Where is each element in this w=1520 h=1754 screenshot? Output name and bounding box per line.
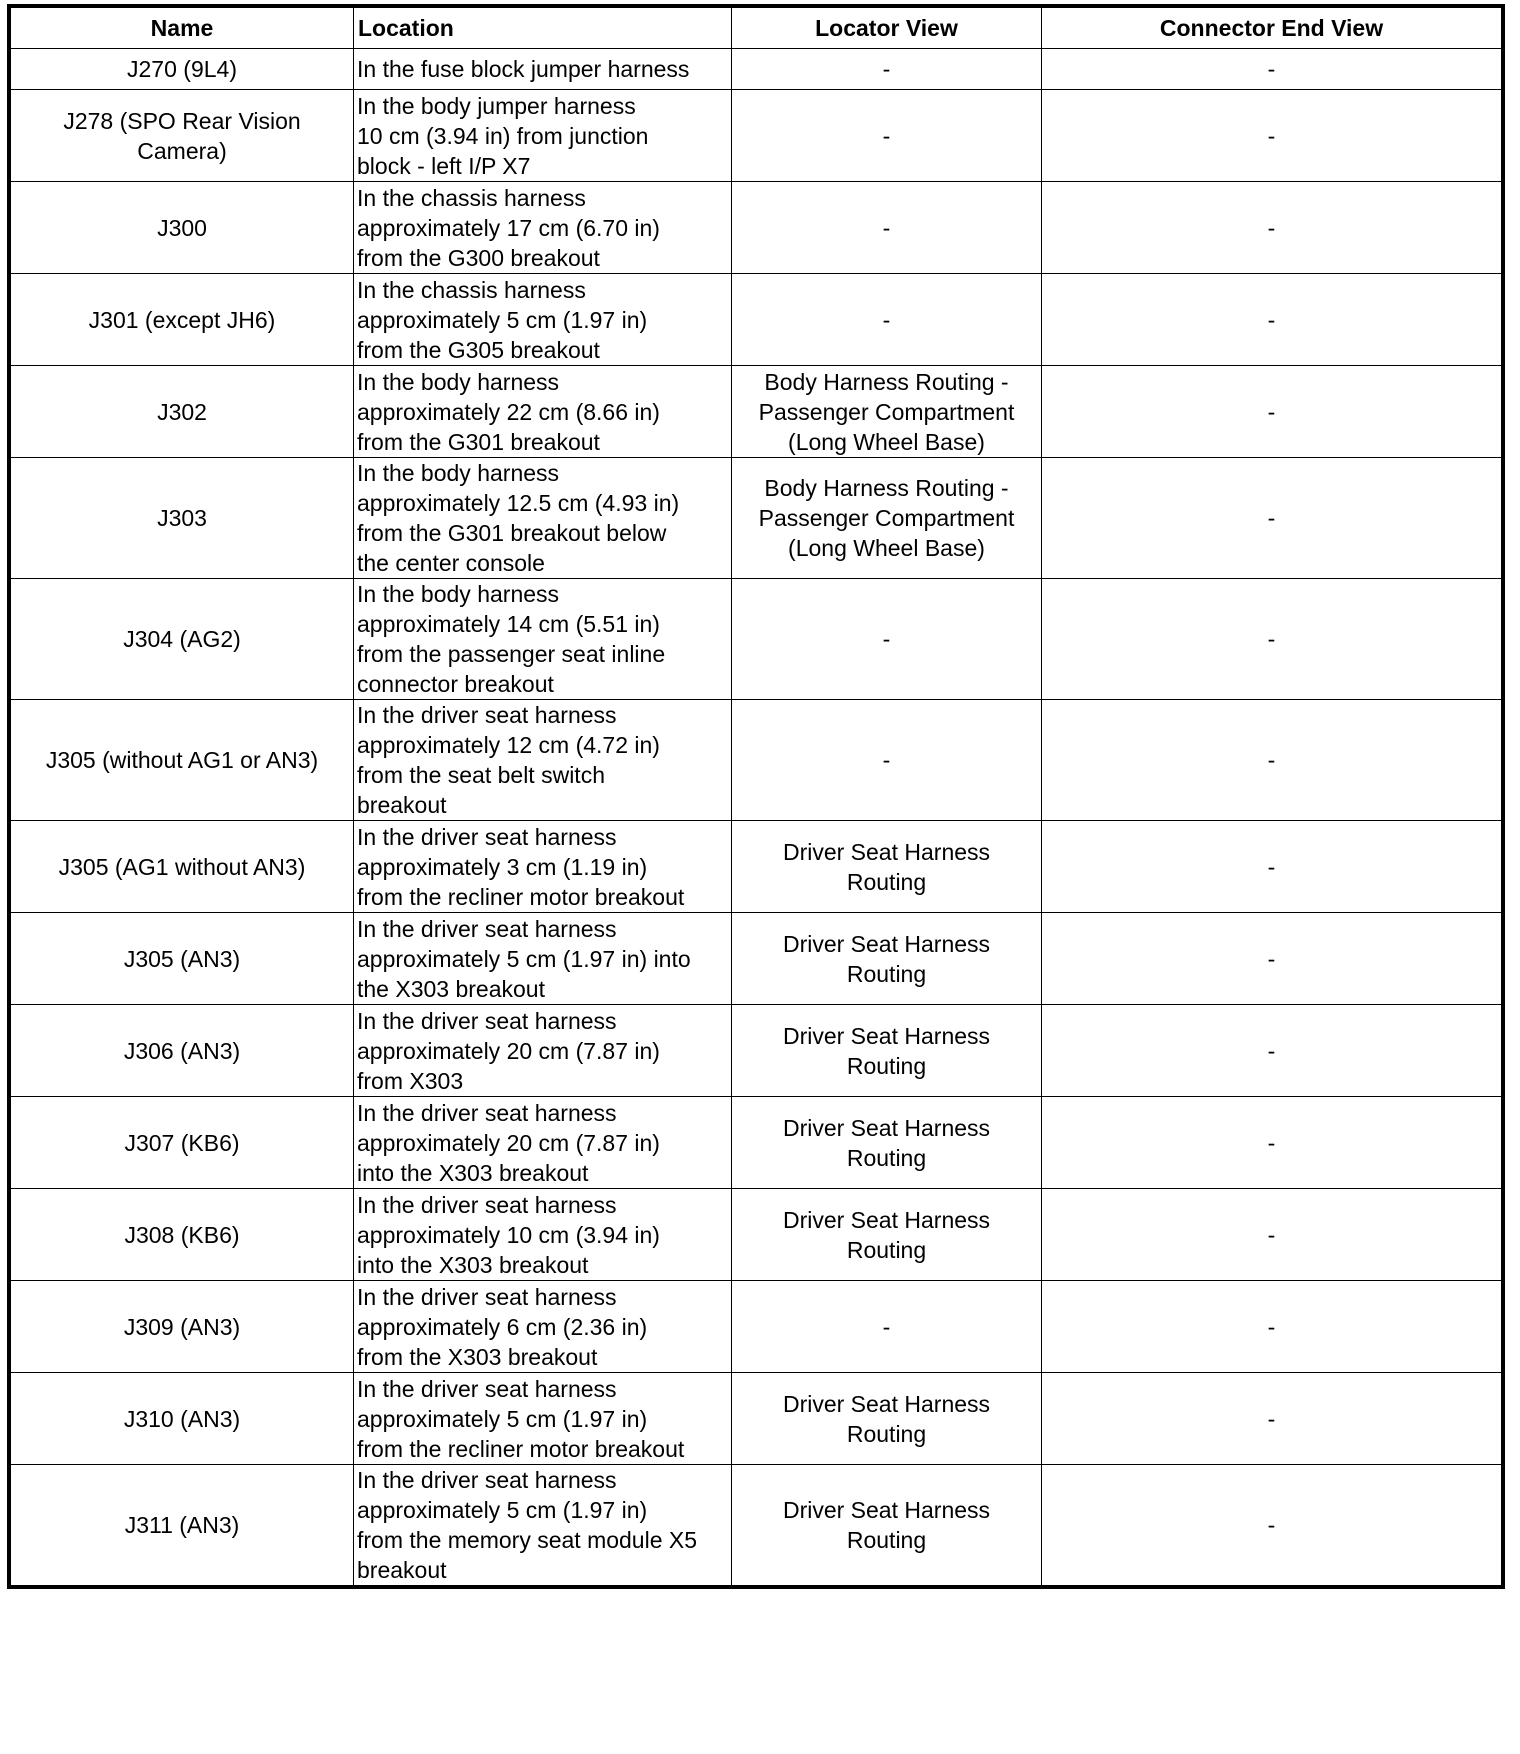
table-row <box>11 90 1502 182</box>
cell-location: In the body jumper harness 10 cm (3.94 in) from junction block - left I/P X7 <box>354 90 732 182</box>
cell-connector-end-view: - <box>1042 700 1502 821</box>
cell-name: J270 (9L4) <box>11 49 354 90</box>
cell-connector-end-view: - <box>1042 1005 1502 1097</box>
cell-connector-end-view: - <box>1042 90 1502 182</box>
table-row <box>11 182 1502 274</box>
table-row <box>11 1281 1502 1373</box>
cell-name: J309 (AN3) <box>11 1281 354 1373</box>
header-connector-end-view: Connector End View <box>1042 8 1502 49</box>
cell-location: In the body harness approximately 14 cm (5.51 in) from the passenger seat inline connector breakout <box>354 579 732 700</box>
cell-locator-view: - <box>732 1281 1042 1373</box>
cell-locator-view: - <box>732 579 1042 700</box>
cell-location: In the driver seat harness approximately 20 cm (7.87 in) from X303 <box>354 1005 732 1097</box>
table-row <box>11 700 1502 821</box>
table-row <box>11 1373 1502 1465</box>
cell-name: J305 (AN3) <box>11 913 354 1005</box>
cell-location: In the driver seat harness approximately 5 cm (1.97 in) into the X303 breakout <box>354 913 732 1005</box>
cell-connector-end-view: - <box>1042 182 1502 274</box>
cell-connector-end-view: - <box>1042 274 1502 366</box>
header-location: Location <box>354 8 732 49</box>
cell-locator-view: Driver Seat Harness Routing <box>732 1465 1042 1586</box>
table-row <box>11 1465 1502 1586</box>
cell-connector-end-view: - <box>1042 1189 1502 1281</box>
table-row <box>11 458 1502 579</box>
cell-connector-end-view: - <box>1042 579 1502 700</box>
cell-locator-view: Driver Seat Harness Routing <box>732 1373 1042 1465</box>
cell-name: J303 <box>11 458 354 579</box>
cell-connector-end-view: - <box>1042 1097 1502 1189</box>
cell-location: In the driver seat harness approximately 5 cm (1.97 in) from the memory seat module X5 breakout <box>354 1465 732 1586</box>
cell-locator-view: Driver Seat Harness Routing <box>732 1005 1042 1097</box>
cell-name: J302 <box>11 366 354 458</box>
cell-locator-view: Driver Seat Harness Routing <box>732 1097 1042 1189</box>
cell-name: J311 (AN3) <box>11 1465 354 1586</box>
table-row <box>11 274 1502 366</box>
table-row <box>11 821 1502 913</box>
header-locator-view: Locator View <box>732 8 1042 49</box>
cell-connector-end-view: - <box>1042 49 1502 90</box>
cell-location: In the body harness approximately 22 cm (8.66 in) from the G301 breakout <box>354 366 732 458</box>
connector-location-table <box>10 7 1502 1586</box>
cell-name: J278 (SPO Rear Vision Camera) <box>11 90 354 182</box>
cell-locator-view: Driver Seat Harness Routing <box>732 1189 1042 1281</box>
cell-location: In the fuse block jumper harness <box>354 49 732 90</box>
cell-name: J308 (KB6) <box>11 1189 354 1281</box>
cell-connector-end-view: - <box>1042 821 1502 913</box>
table-row <box>11 366 1502 458</box>
cell-connector-end-view: - <box>1042 913 1502 1005</box>
cell-locator-view: - <box>732 700 1042 821</box>
cell-location: In the driver seat harness approximately 3 cm (1.19 in) from the recliner motor breakout <box>354 821 732 913</box>
cell-location: In the driver seat harness approximately 12 cm (4.72 in) from the seat belt switch breakout <box>354 700 732 821</box>
cell-locator-view: Body Harness Routing - Passenger Compartment (Long Wheel Base) <box>732 366 1042 458</box>
cell-location: In the chassis harness approximately 5 cm (1.97 in) from the G305 breakout <box>354 274 732 366</box>
table-row <box>11 1005 1502 1097</box>
cell-location: In the driver seat harness approximately 6 cm (2.36 in) from the X303 breakout <box>354 1281 732 1373</box>
cell-name: J300 <box>11 182 354 274</box>
table-row <box>11 49 1502 90</box>
cell-name: J301 (except JH6) <box>11 274 354 366</box>
table-body <box>11 49 1502 1586</box>
cell-location: In the driver seat harness approximately 5 cm (1.97 in) from the recliner motor breakout <box>354 1373 732 1465</box>
cell-locator-view: Driver Seat Harness Routing <box>732 913 1042 1005</box>
cell-connector-end-view: - <box>1042 1465 1502 1586</box>
cell-location: In the driver seat harness approximately 20 cm (7.87 in) into the X303 breakout <box>354 1097 732 1189</box>
cell-connector-end-view: - <box>1042 1373 1502 1465</box>
cell-name: J307 (KB6) <box>11 1097 354 1189</box>
cell-connector-end-view: - <box>1042 366 1502 458</box>
cell-name: J306 (AN3) <box>11 1005 354 1097</box>
cell-locator-view: Body Harness Routing - Passenger Compartment (Long Wheel Base) <box>732 458 1042 579</box>
cell-name: J310 (AN3) <box>11 1373 354 1465</box>
header-name: Name <box>11 8 354 49</box>
table-header-row <box>11 8 1502 49</box>
cell-locator-view: Driver Seat Harness Routing <box>732 821 1042 913</box>
table-row <box>11 579 1502 700</box>
cell-name: J305 (AG1 without AN3) <box>11 821 354 913</box>
cell-locator-view: - <box>732 274 1042 366</box>
cell-connector-end-view: - <box>1042 1281 1502 1373</box>
cell-connector-end-view: - <box>1042 458 1502 579</box>
cell-locator-view: - <box>732 49 1042 90</box>
table-row <box>11 1189 1502 1281</box>
cell-name: J305 (without AG1 or AN3) <box>11 700 354 821</box>
cell-locator-view: - <box>732 90 1042 182</box>
cell-location: In the body harness approximately 12.5 cm (4.93 in) from the G301 breakout below the center console <box>354 458 732 579</box>
connector-table-frame <box>7 4 1505 1589</box>
cell-location: In the driver seat harness approximately 10 cm (3.94 in) into the X303 breakout <box>354 1189 732 1281</box>
cell-name: J304 (AG2) <box>11 579 354 700</box>
cell-location: In the chassis harness approximately 17 cm (6.70 in) from the G300 breakout <box>354 182 732 274</box>
cell-locator-view: - <box>732 182 1042 274</box>
table-row <box>11 913 1502 1005</box>
table-row <box>11 1097 1502 1189</box>
